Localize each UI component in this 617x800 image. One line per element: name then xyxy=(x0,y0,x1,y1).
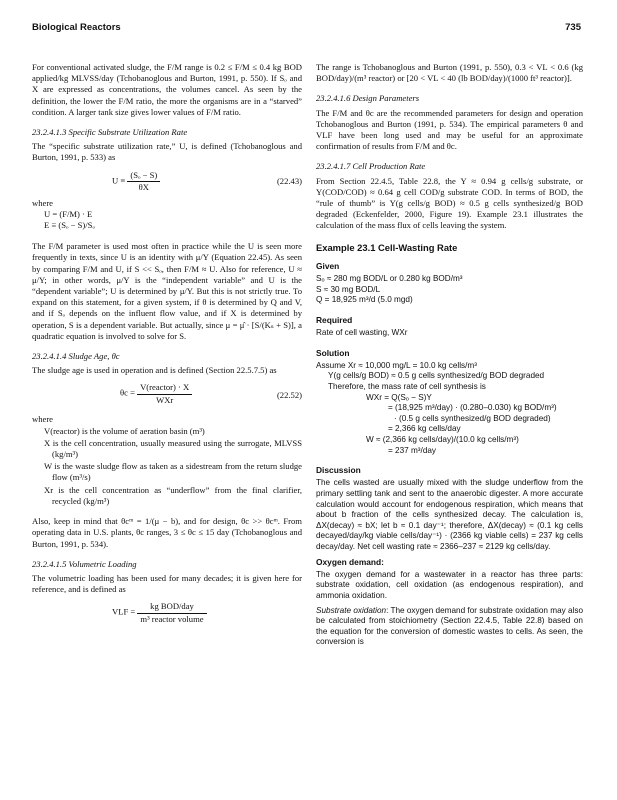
eq43-number: (22.43) xyxy=(276,175,302,186)
heading-utilization-rate: 23.2.4.1.3 Specific Substrate Utilization Rate xyxy=(32,127,188,138)
running-title: Biological Reactors xyxy=(32,22,121,33)
solution-assume: Assume Xr ≈ 10,000 mg/L = 10.0 kg cells/m³ xyxy=(316,360,477,370)
where-label-1: where xyxy=(32,197,53,208)
heading-sludge-age: 23.2.4.1.4 Sludge Age, θc xyxy=(32,351,120,362)
equation-vlf xyxy=(32,601,302,631)
eq52-fraction xyxy=(137,382,192,405)
page-header xyxy=(32,22,581,36)
paragraph-vl-range: The range is Tchobanoglous and Burton (1991, p. 550), 0.3 < VL < 0.6 (kg BOD/day)/(m³ reactor) or [20 < VL < 40 (lb BOD/day)/(1000 ft³ reactor)]. xyxy=(316,62,583,84)
def-underflow-concentration: Xr is the cell concentration as “underflow” from the final clarifier, recycled (kg/m³) xyxy=(44,484,302,506)
solution-formula: WXr = Q(Sₒ − S)Y xyxy=(366,392,432,402)
def-volume: V(reactor) is the volume of aeration basin (m³) xyxy=(44,425,205,436)
heading-design-parameters: 23.2.4.1.6 Design Parameters xyxy=(316,93,420,104)
def-waste-flow: W is the waste sludge flow as taken as a sidestream from the return sludge flow (m³/s) xyxy=(44,461,302,483)
paragraph-design: The F/M and θc are the recommended parameters for design and operation Tchobanoglous and Burton (1991, p. 534). The empirical parameters θ and VLF have been long used and may be useful for an approximate confirmation of results from F/M and θc. xyxy=(316,107,583,152)
oxygen-demand-heading: Oxygen demand: xyxy=(316,556,384,567)
given-so: Sₒ ≈ 280 mg BOD/L or 0.280 kg BOD/m³ xyxy=(316,274,463,284)
where-1-e: E ≡ (Sₒ − S)/Sₒ xyxy=(44,220,95,231)
eq43-denominator: θX xyxy=(138,181,149,192)
def-cell-concentration: X is the cell concentration, usually measured using the surrogate, MLVSS (kg/m³) xyxy=(44,437,302,460)
where-1-u: U = (F/M) · E xyxy=(44,208,93,219)
solution-therefore: Therefore, the mass rate of cell synthesis is xyxy=(328,382,486,392)
heading-cell-production: 23.2.4.1.7 Cell Production Rate xyxy=(316,161,426,172)
paragraph-fm-vs-u: The F/M parameter is used most often in practice while the U is seen more frequently in texts, since U is an identity with μ/Y (Equation 22.45). As seen by comparing F/M and U, if S << Sₒ, then F/M ≈ U. Also for reference, U ≈ μ/Y; in other words, μ/Y is the “independent variable” and U is the “dependent variable”; U is determined by μ/Y. But this is not strictly true. To expand on this statement, for a given system, if θ is determined by Q and V, and if Sₒ depends on the influent flow value, and if X is determined by operation, S is a dependent variable. But actually, since μ = μ̂ · [S/(Kₛ + S)], a quadratic equation is involved to solve for S. xyxy=(32,241,302,341)
vlf-numerator: kg BOD/day xyxy=(137,601,206,613)
heading-volumetric-loading: 23.2.4.1.5 Volumetric Loading xyxy=(32,558,137,569)
vlf-fraction xyxy=(137,601,206,624)
left-column xyxy=(32,62,302,631)
substrate-oxidation-text: : The oxygen demand for substrate oxidation may also be calculated from stoichiometry (Section 22.4.5, Table 22.8) based on the equation for the conversion of domestic wastes to cells. As seen, the conversion is xyxy=(316,605,584,647)
eq43-fraction xyxy=(127,170,160,193)
example-title: Example 23.1 Cell-Wasting Rate xyxy=(316,241,458,253)
equation-22-43 xyxy=(32,168,302,194)
paragraph-fm-range: For conventional activated sludge, the F/M range is 0.2 ≤ F/M ≤ 0.4 kg BOD applied/kg MLVSS/day (Tchobanoglous and Burton, 1991, p. 550). If Sₒ and X are expressed as concentrations, the volumes cancel. As seen by the definition, the lower the F/M ratio, the more the organisms are in a “starved” condition. A larger tank size gives lower values of F/M ratio. xyxy=(32,62,302,117)
given-s: S ≈ 30 mg BOD/L xyxy=(316,284,381,294)
solution-step-3: = 2,366 kg cells/day xyxy=(388,424,461,434)
solution-step-1: = (18,925 m³/day) · (0.280–0.030) kg BOD/m³) xyxy=(388,403,557,413)
solution-result: = 237 m³/day xyxy=(388,445,437,455)
oxygen-demand-paragraph: The oxygen demand for a wastewater in a reactor has three parts: substrate oxidation, cell oxidation (as endogenous respiration), and ammonia oxidation. xyxy=(316,569,583,600)
eq52-denominator: WXr xyxy=(156,394,174,405)
solution-step-2: · (0.5 g cells synthesized/g BOD degraded) xyxy=(394,413,551,423)
paragraph-utilization: The “specific substrate utilization rate,” U, is defined (Tchobanoglous and Burton, 1991, p. 533) as xyxy=(32,141,302,163)
equation-22-52 xyxy=(32,380,302,410)
eq52-number: (22.52) xyxy=(276,390,302,401)
where-label-2: where xyxy=(32,414,53,425)
required-heading: Required xyxy=(316,314,353,325)
eq52-lhs: θc = xyxy=(120,388,135,399)
eq43-lhs: U ≡ xyxy=(112,175,126,186)
paragraph-volumetric: The volumetric loading has been used for many decades; it is given here for reference, and is defined as xyxy=(32,572,302,595)
substrate-oxidation-lead: Substrate oxidation xyxy=(316,605,387,615)
discussion-paragraph: The cells wasted are usually mixed with the sludge underflow from the primary settling tank and sent to the anaerobic digester. A more accurate calculation would account for endogenous respiration, which means that about b fraction of the cells synthesized decay. The calculation is, ΔX(decay) ≈ bX; let b ≈ 0.1 day⁻¹; therefore, ΔX(decay) ≈ (0.1 kg cells decayed/day/kg viable cells/day⁻¹) · (2366 kg viable cells) = 237 kg cells decay/day. Net cell wasting rate ≈ 2366–237 ≈ 2129 kg cells/day. xyxy=(316,478,583,551)
right-column xyxy=(316,62,583,648)
substrate-oxidation-paragraph xyxy=(316,606,583,648)
paragraph-keep-in-mind: Also, keep in mind that θcᵐ = 1/(μ − b), and for design, θc >> θcᵐ. From operating data in U.S. plants, θc ranges, 3 ≤ θc ≤ 15 day (Tchobanoglous and Burton, 1991, p. 534). xyxy=(32,516,302,549)
discussion-heading: Discussion xyxy=(316,465,361,476)
eq43-numerator: (Sₒ − S) xyxy=(127,170,160,182)
given-heading: Given xyxy=(316,260,340,271)
paragraph-sludge-age: The sludge age is used in operation and is defined (Section 22.5.7.5) as xyxy=(32,365,277,376)
vlf-lhs: VLF = xyxy=(112,606,136,617)
page-number: 735 xyxy=(565,22,581,33)
given-q: Q = 18,925 m³/d (5.0 mgd) xyxy=(316,295,413,305)
solution-yield: Y(g cells/g BOD) ≈ 0.5 g cells synthesized/g BOD degraded xyxy=(328,371,545,381)
solution-waste-flow: W ≈ (2,366 kg cells/day)/(10.0 kg cells/m³) xyxy=(366,434,519,444)
paragraph-cell-production: From Section 22.4.5, Table 22.8, the Y ≈ 0.94 g cells/g substrate, or Y(COD/COD) ≈ 0.64 g cell COD/g substrate COD. In terms of BOD, the “rule of thumb” is Y(g cells/g BOD) ≈ 0.5 g cells synthesized/g BOD degraded (Eckenfelder, 2000, Figure 19). Example 23.1 illustrates the calculation of the mass flux of cells leaving the system. xyxy=(316,175,583,231)
eq52-numerator: V(reactor) · X xyxy=(137,382,192,394)
solution-heading: Solution xyxy=(316,347,350,358)
required-item: Rate of cell wasting, WXr xyxy=(316,328,408,338)
vlf-denominator: m³ reactor volume xyxy=(140,613,204,624)
